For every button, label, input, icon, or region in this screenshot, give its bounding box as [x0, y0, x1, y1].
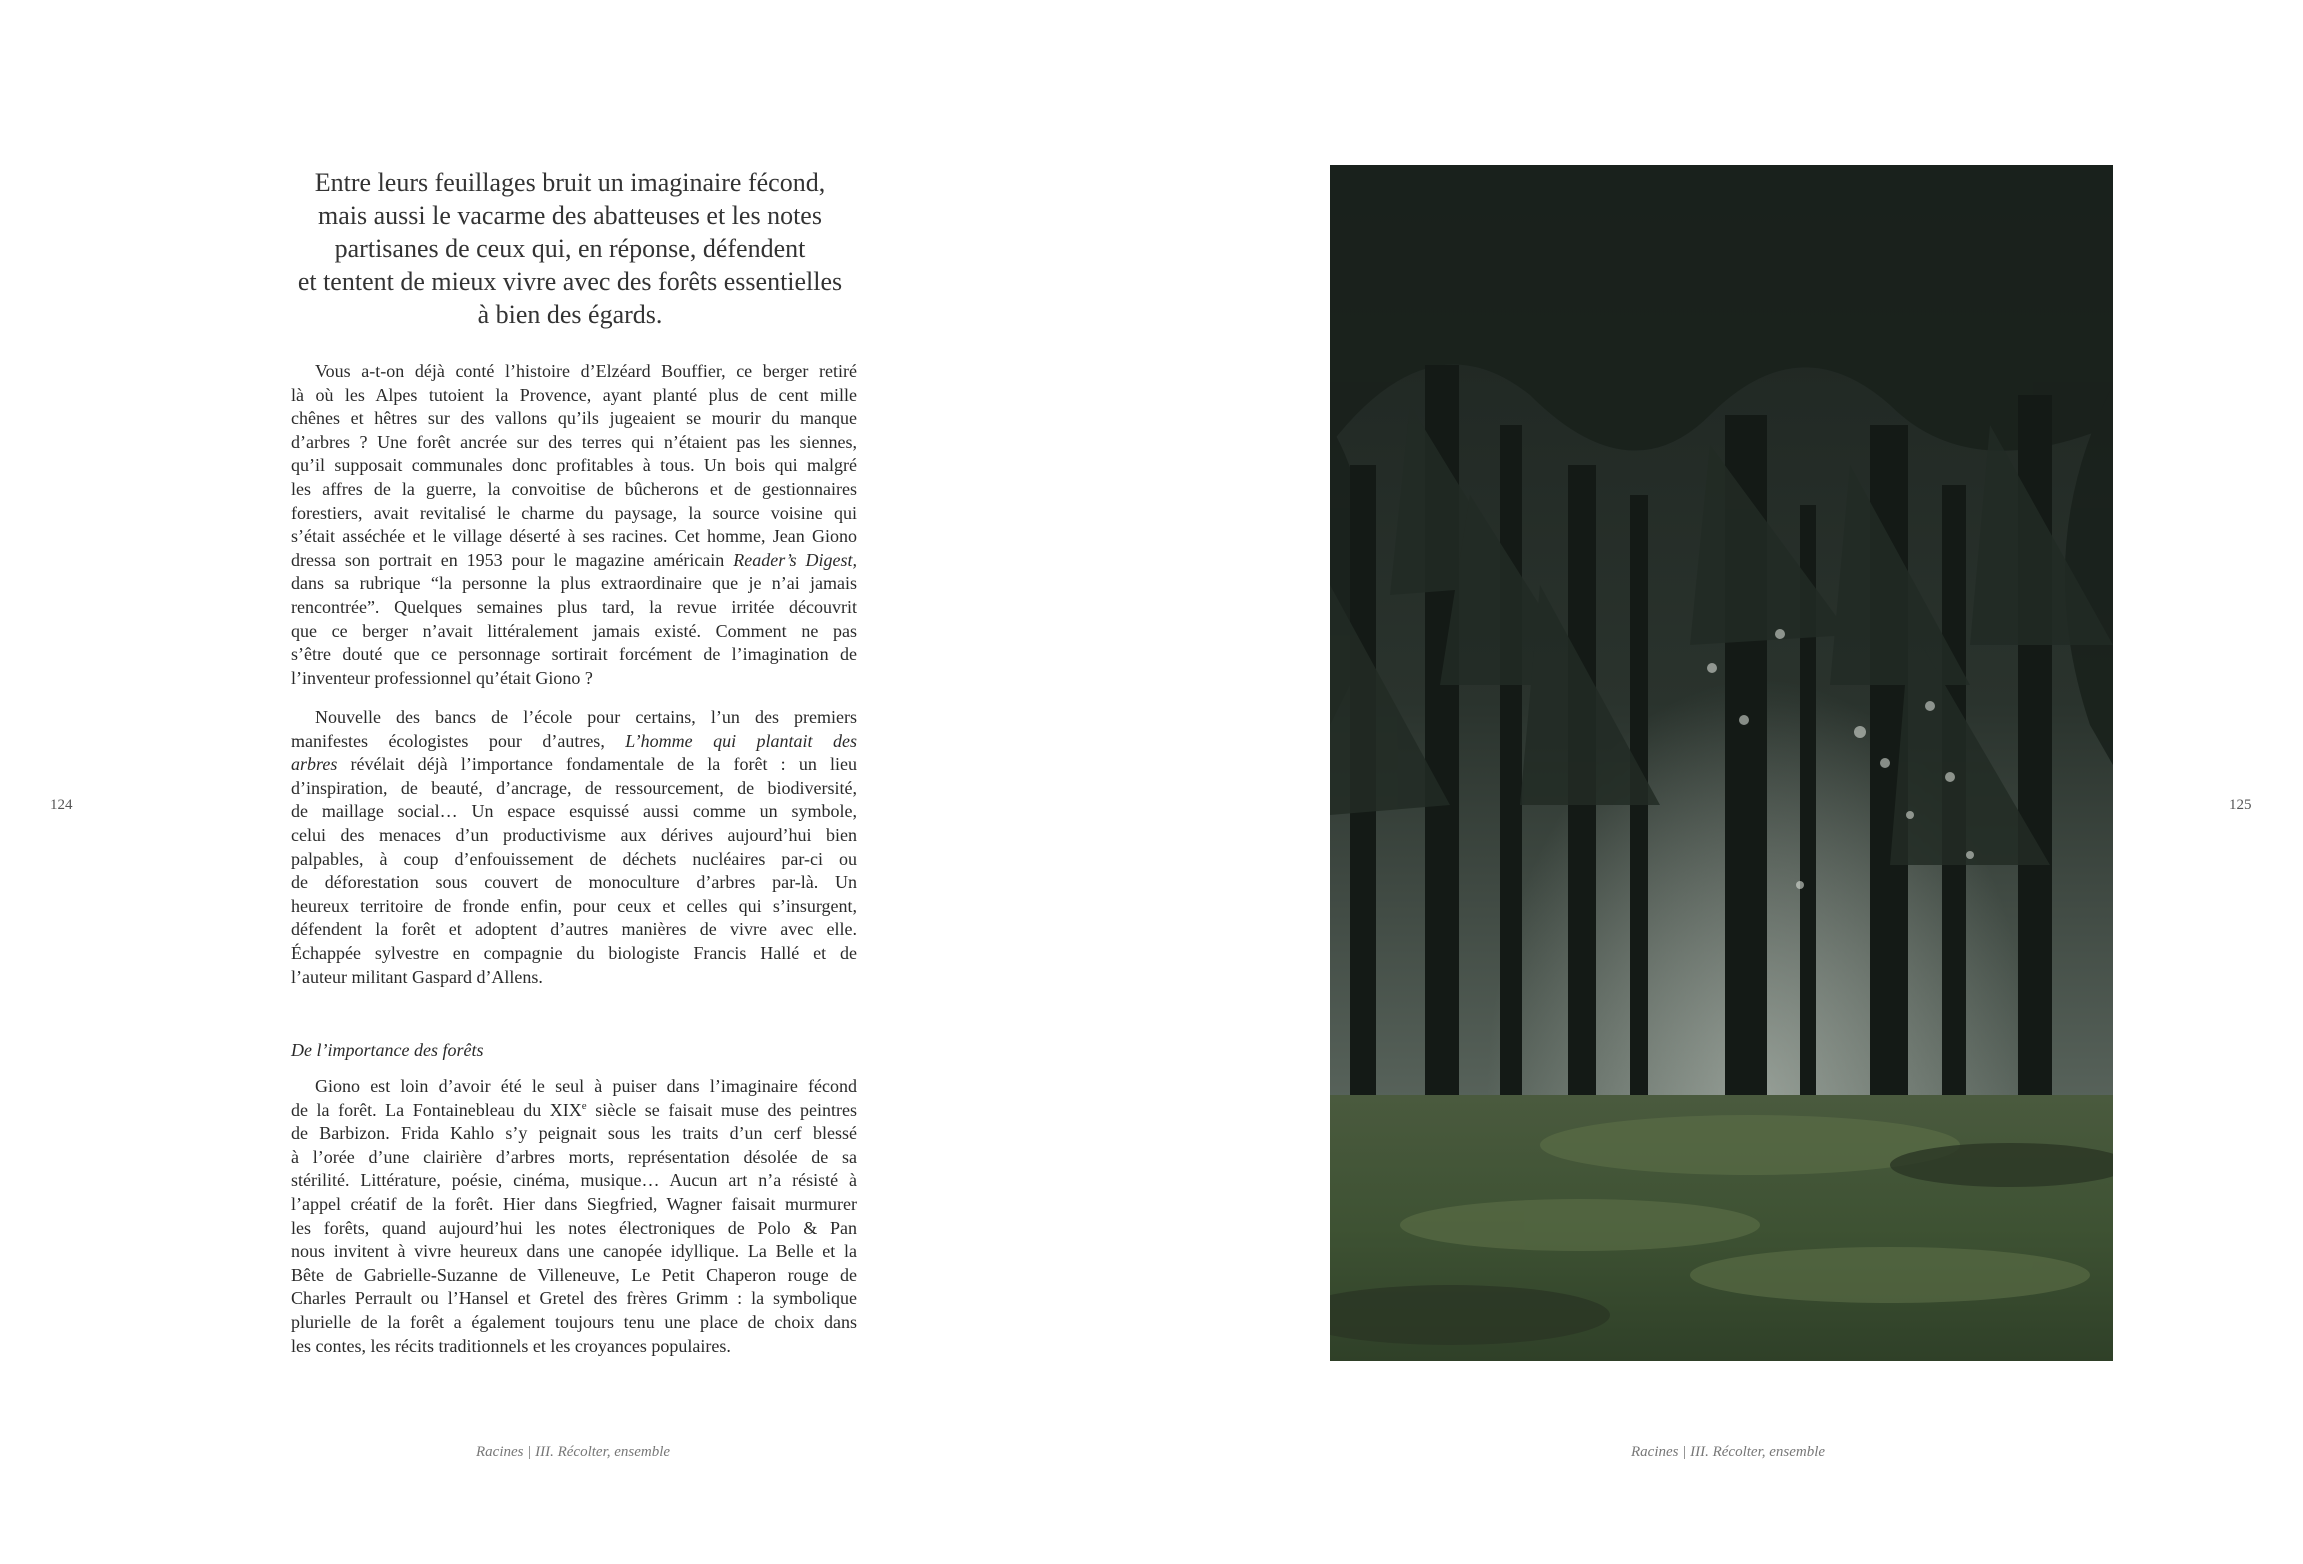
text-line: d’inspiration, de beauté, d’ancrage, de ressourcement, de biodiversité, [291, 777, 857, 798]
paragraph-1 [291, 360, 857, 690]
text-fragment: siècle se faisait muse des peintres [586, 1099, 857, 1120]
text-line: Bête de Gabrielle-Suzanne de Villeneuve, Le Petit Chaperon rouge de [291, 1264, 857, 1285]
text-line: dans sa rubrique “la personne la plus extraordinaire que je n’ai jamais [291, 573, 857, 594]
pull-quote-line: partisanes de ceux qui, en réponse, défendent [334, 234, 806, 263]
forest-photo [1330, 165, 2113, 1361]
book-title: arbres [291, 754, 338, 775]
text-line: l’appel créatif de la forêt. Hier dans Siegfried, Wagner faisait murmurer [291, 1193, 857, 1214]
text-line: Giono est loin d’avoir été le seul à puiser dans l’imaginaire fécond [315, 1076, 857, 1096]
text-line: forestiers, avait revitalisé le charme du paysage, la source voisine qui [291, 502, 857, 523]
pull-quote-line: mais aussi le vacarme des abatteuses et les notes [318, 201, 822, 230]
page-number-left: 124 [50, 797, 73, 813]
text-fragment: manifestes écologistes pour d’autres, [291, 730, 626, 751]
text-line: heureux territoire de fronde enfin, pour ceux et celles qui s’insurgent, [291, 895, 857, 916]
text-line: s’était asséchée et le village déserté à ses racines. Cet homme, Jean Giono [291, 526, 857, 547]
text-line: chênes et hêtres sur des vallons qu’ils jugeaient se mourir du manque [291, 408, 857, 429]
text-line: qu’il supposait communales donc profitables à tous. Un bois qui malgré [291, 455, 857, 476]
text-line [291, 1099, 857, 1123]
text-line: à l’orée d’une clairière d’arbres morts, représentation désolée de sa [291, 1146, 857, 1167]
running-footer-left: Racines | III. Récolter, ensemble [476, 1444, 671, 1460]
text-fragment: de la forêt. La Fontainebleau du XIX [291, 1099, 582, 1120]
text-line: que ce berger n’avait littéralement jamais existé. Comment ne pas [291, 620, 857, 641]
text-line: de maillage social… Un espace esquissé aussi comme un symbole, [291, 801, 857, 822]
text-line: les forêts, quand aujourd’hui les notes électroniques de Polo & Pan [291, 1217, 857, 1238]
magazine-title: Reader’s Digest, [733, 549, 858, 570]
text-line: l’inventeur professionnel qu’était Giono ? [291, 667, 593, 688]
paragraph-3 [291, 1075, 857, 1358]
pull-quote-line: et tentent de mieux vivre avec des forêts essentielles [297, 267, 843, 296]
book-title: L’homme qui plantait des [625, 730, 857, 751]
text-line: les affres de la guerre, la convoitise de bûcherons et de gestionnaires [291, 478, 857, 499]
text-line: plurielle de la forêt a également toujours tenu une place de choix dans [291, 1311, 857, 1332]
text-line: là où les Alpes tutoient la Provence, ayant planté plus de cent mille [291, 384, 857, 405]
text-line: s’être douté que ce personnage sortirait forcément de l’imagination de [291, 644, 857, 665]
forest-illustration [1330, 165, 2113, 1361]
text-line: défendent la forêt et adoptent d’autres manières de vivre avec elle. [291, 919, 857, 940]
pull-quote-line: Entre leurs feuillages bruit un imaginaire fécond, [314, 168, 826, 197]
text-line [291, 753, 857, 777]
text-line: d’arbres ? Une forêt ancrée sur des terres qui n’étaient pas les siennes, [291, 431, 857, 452]
pull-quote-line: à bien des égards. [477, 300, 663, 329]
pull-quote [290, 166, 850, 331]
superscript: e [581, 1099, 587, 1112]
text-line: nous invitent à vivre heureux dans une canopée idyllique. La Belle et la [291, 1241, 857, 1262]
text-line: Échappée sylvestre en compagnie du biologiste Francis Hallé et de [291, 942, 857, 963]
text-line: Vous a-t-on déjà conté l’histoire d’Elzéard Bouffier, ce berger retiré [315, 361, 857, 381]
text-line: celui des menaces d’un productivisme aux dérives aujourd’hui bien [291, 824, 857, 845]
text-line [291, 730, 857, 754]
text-line: palpables, à coup d’enfouissement de déchets nucléaires par-ci ou [291, 848, 857, 869]
text-line: de Barbizon. Frida Kahlo s’y peignait sous les traits d’un cerf blessé [291, 1123, 857, 1144]
text-line: stérilité. Littérature, poésie, cinéma, musique… Aucun art n’a résisté à [291, 1170, 857, 1191]
page-number-right: 125 [2229, 797, 2252, 813]
running-footer-right: Racines | III. Récolter, ensemble [1631, 1444, 1826, 1460]
text-line: Nouvelle des bancs de l’école pour certains, l’un des premiers [315, 707, 857, 727]
text-line: rencontrée”. Quelques semaines plus tard, la revue irritée découvrit [291, 596, 857, 617]
paragraph-2 [291, 706, 857, 989]
text-fragment: dressa son portrait en 1953 pour le magazine américain [291, 549, 734, 570]
text-line: l’auteur militant Gaspard d’Allens. [291, 966, 543, 987]
section-heading: De l’importance des forêts [291, 1040, 484, 1060]
text-line: Charles Perrault ou l’Hansel et Gretel des frères Grimm : la symbolique [291, 1288, 857, 1309]
text-line: de déforestation sous couvert de monoculture d’arbres par-là. Un [291, 872, 857, 893]
text-line: les contes, les récits traditionnels et les croyances populaires. [291, 1335, 731, 1356]
text-line [291, 549, 857, 573]
text-fragment: révélait déjà l’importance fondamentale de la forêt : un lieu [350, 754, 857, 775]
